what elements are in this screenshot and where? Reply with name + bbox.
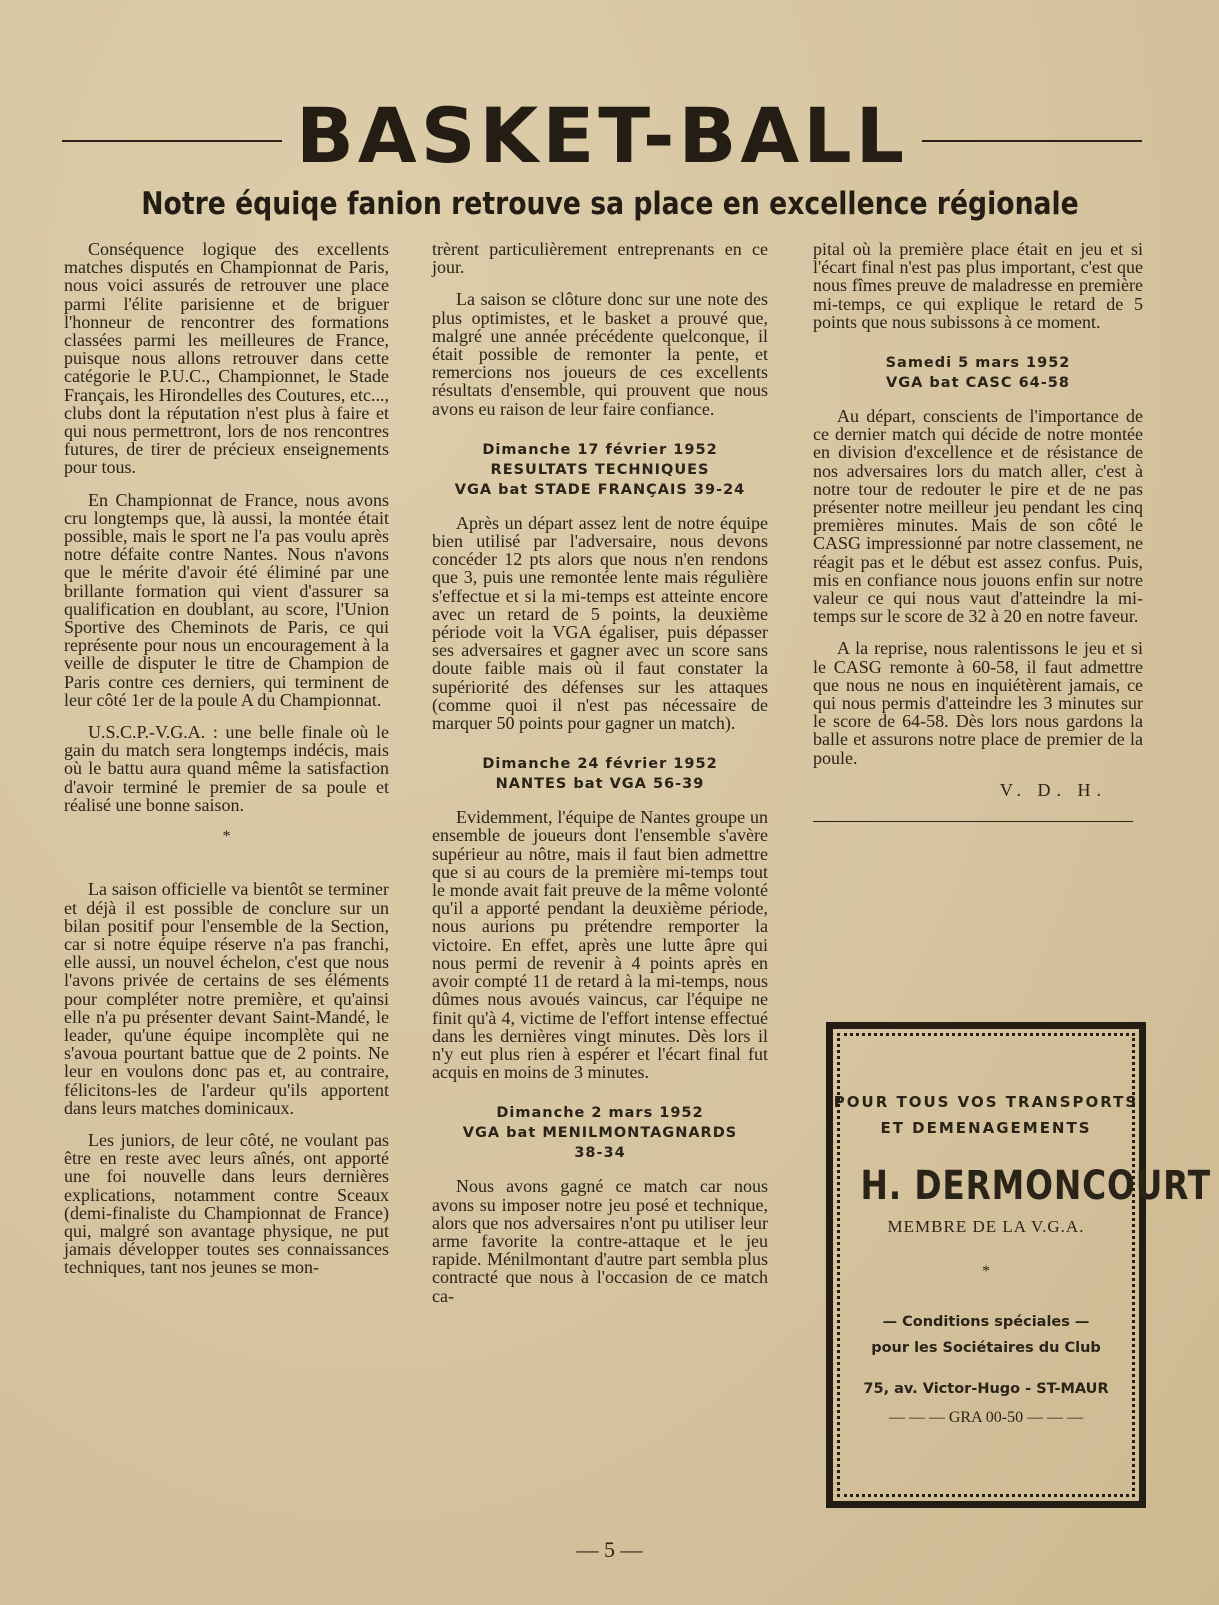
paragraph: Nous avons gagné ce match car nous avons su imposer notre jeu posé et technique, alors que nos adversaires n'ont pu utiliser leur arme favorite la contre-attaque et le jeu rapide. Ménilmontant d'autre part sembla plus contracté que nous à l'occasion de ce match ca- bbox=[432, 1176, 768, 1306]
ad-star: * bbox=[982, 1263, 990, 1280]
match-date: Dimanche 2 mars 1952 bbox=[496, 1105, 704, 1122]
headline bbox=[62, 91, 1142, 180]
match-date: Samedi 5 mars 1952 bbox=[885, 355, 1071, 372]
match-score: 38-34 bbox=[574, 1145, 626, 1162]
ad-address: 75, av. Victor-Hugo - ST-MAUR bbox=[863, 1381, 1109, 1397]
paragraph: La saison se clôture donc sur une note des plus optimistes, et le basket a prouvé que, malgré une année précédente quelconque, il était possible de remonter la pente, et remercions nos joueurs de ces excellents résultats d'ensemble, qui prouvent que nous avons eu raison de leur faire confiance. bbox=[432, 289, 768, 419]
match-heading bbox=[432, 1103, 768, 1163]
match-heading bbox=[813, 353, 1143, 393]
advertisement-box bbox=[826, 1022, 1211, 1508]
column-2 bbox=[432, 240, 768, 1319]
column-divider bbox=[813, 821, 1133, 822]
ad-line-2: ET DEMENAGEMENTS bbox=[880, 1119, 1092, 1137]
ad-line-1: POUR TOUS VOS TRANSPORTS bbox=[833, 1093, 1139, 1111]
match-result: VGA bat CASC 64-58 bbox=[886, 375, 1070, 392]
paragraph: pital où la première place était en jeu et si l'écart final n'est pas plus important, c'est que nous fîmes preuve de maladresse en première mi-temps, ce qui explique le retard de 5 points que nous subissons à ce moment. bbox=[813, 239, 1143, 332]
ad-phone: — — — GRA 00-50 — — — bbox=[888, 1409, 1084, 1426]
match-result: VGA bat MENILMONTAGNARDS bbox=[462, 1125, 738, 1142]
ad-conditions-line-2: pour les Sociétaires du Club bbox=[871, 1340, 1101, 1356]
page-title: BASKET-BALL bbox=[295, 91, 909, 180]
column-1 bbox=[64, 240, 389, 1291]
paragraph: Evidemment, l'équipe de Nantes groupe un ensemble de joueurs dont l'ensemble s'avère supérieur au nôtre, mais il faut bien admettre que si au cours de la première mi-temps tout le monde avait fait preuve de la même volonté qu'il a apporté pendant la deuxième période, nous aurions pu prétendre remporter la victoire. En effet, après une lutte âpre qui nous permi de revenir à 4 points après en avoir compté 11 de retard à la mi-temps, nous dûmes nous avoués vaincus, car l'équipe ne finit qu'à 4, victime de l'effort intense effectué dans les dernières vingt minutes. Dès lors il n'y eut plus rien à espérer et l'écart final fut acquis en moins de 3 minutes. bbox=[432, 807, 768, 1083]
paragraph: U.S.C.P.-V.G.A. : une belle finale où le gain du match sera longtemps indécis, mais où le battu aura quand même la satisfaction d'avoir terminé le premier de sa poule et réalisé une bonne saison. bbox=[64, 722, 389, 815]
article-subtitle: Notre équiqe fanion retrouve sa place en excellence régionale bbox=[141, 186, 1079, 222]
paragraph: trèrent particulièrement entreprenants en ce jour. bbox=[432, 239, 768, 278]
match-label: RESULTATS TECHNIQUES bbox=[490, 461, 710, 478]
paragraph: La saison officielle va bientôt se terminer et déjà il est possible de conclure sur un bilan positif pour l'ensemble de la Section, car si notre équipe réserve n'a pas franchi, elle aussi, un nouvel échelon, c'est que nous l'avons privée de certains de ses éléments pour compléter notre première, et qu'ainsi elle n'a pu présenter devant Saint-Mandé, le leader, qu'une équipe incomplète qui ne s'avoua pourtant battue que de 2 points. Ne leur en voulons donc pas et, au contraire, félicitons-les de l'ardeur qu'ils apportent dans leurs matches dominicaux. bbox=[64, 879, 389, 1118]
match-result: VGA bat STADE FRANÇAIS 39-24 bbox=[454, 481, 746, 498]
headline-rule-right bbox=[922, 140, 1142, 142]
paragraph: Conséquence logique des excellents matches disputés en Championnat de Paris, nous voici assurés de retrouver une place parmi l'élite parisienne et de briguer l'honneur de rencontrer des formations classées parmi les meilleures de France, puisque nous allons retrouver dans cette catégorie le P.U.C., Championnet, le Stade Français, les Hirondelles des Coutures, etc..., clubs dont la réputation n'est plus à faire et qui nous permettront, lors de nos rencontres futures, de tirer de précieux enseignements pour tous. bbox=[64, 239, 389, 478]
ad-company-name: H. DERMONCOURT bbox=[860, 1163, 1211, 1209]
paragraph: Les juniors, de leur côté, ne voulant pas être en reste avec leurs aînés, ont apporté une foi nouvelle dans leurs dernières explications, notamment contre Sceaux (demi-finaliste du Championnat de France) qui, malgré son avantage physique, ne put jamais développer toutes ses connaissances techniques, tant nos jeunes se mon- bbox=[64, 1129, 389, 1278]
paragraph: A la reprise, nous ralentissons le jeu et si le CASG remonte à 60-58, il faut admettre que nous ne nous en inquiétèrent jamais, ce qui nous permis d'atteindre les 3 minutes sur le score de 64-58. Dès lors nous gardons la balle et assurons notre place de premier de la poule. bbox=[813, 638, 1143, 768]
match-date: Dimanche 17 février 1952 bbox=[482, 441, 718, 458]
headline-rule-left bbox=[62, 140, 282, 142]
paragraph: Au départ, conscients de l'importance de ce dernier match qui décide de notre montée en division d'excellence et de résistance de nos adversaires lors du match aller, c'est à notre tour de redouter le pire et de ne pas présenter notre meilleur jeu pendant les cinq premières minutes. Mais de son côté le CASG impressionné par notre classement, ne réagit pas et le début est assez confus. Puis, mis en confiance nous jouons enfin sur notre valeur ce qui nous vaut d'atteindre la mi-temps sur le score de 32 à 20 en notre faveur. bbox=[813, 406, 1143, 627]
author-signature: V. D. H. bbox=[999, 779, 1107, 800]
section-star: * bbox=[222, 828, 231, 846]
paragraph: Après un départ assez lent de notre équipe bien utilisé par l'adversaire, nous devons concéder 12 pts alors que nous n'en rendons que 3, puis une remontée lente mais régulière s'effectue et si la mi-temps est atteinte encore avec un retard de 5 points, la deuxième période voit la VGA égaliser, puis dépasser ses adversaires et gagner avec un score sans doute faible mais où il faut constater la supériorité des défenses sur les attaques (comme quoi il n'est pas nécessaire de marquer 50 points pour gagner un match). bbox=[432, 512, 768, 734]
paragraph: En Championnat de France, nous avons cru longtemps que, là aussi, la montée était possible, mais le sport ne l'a pas voulu après notre défaite contre Nantes. Nous n'avons que le mérite d'avoir été éliminé par une brillante formation qui vient d'assurer sa qualification en doublant, au score, l'Union Sportive des Cheminots de Paris, ce qui représente pour nous un encouragement à la veille de disputer le titre de Champion de Paris contre ces derniers, qui terminent de leur côté 1er de la poule A du Championnat. bbox=[64, 489, 389, 710]
ad-membership: MEMBRE DE LA V.G.A. bbox=[887, 1217, 1085, 1236]
match-heading bbox=[432, 440, 768, 500]
ad-conditions bbox=[833, 1309, 1139, 1361]
ad-tagline bbox=[833, 1089, 1139, 1141]
ad-conditions-line-1: — Conditions spéciales — bbox=[882, 1314, 1090, 1330]
match-result: NANTES bat VGA 56-39 bbox=[495, 776, 705, 793]
match-heading bbox=[432, 754, 768, 794]
match-date: Dimanche 24 février 1952 bbox=[482, 756, 718, 773]
page-number: — 5 — bbox=[576, 1537, 643, 1562]
column-3 bbox=[813, 240, 1143, 852]
